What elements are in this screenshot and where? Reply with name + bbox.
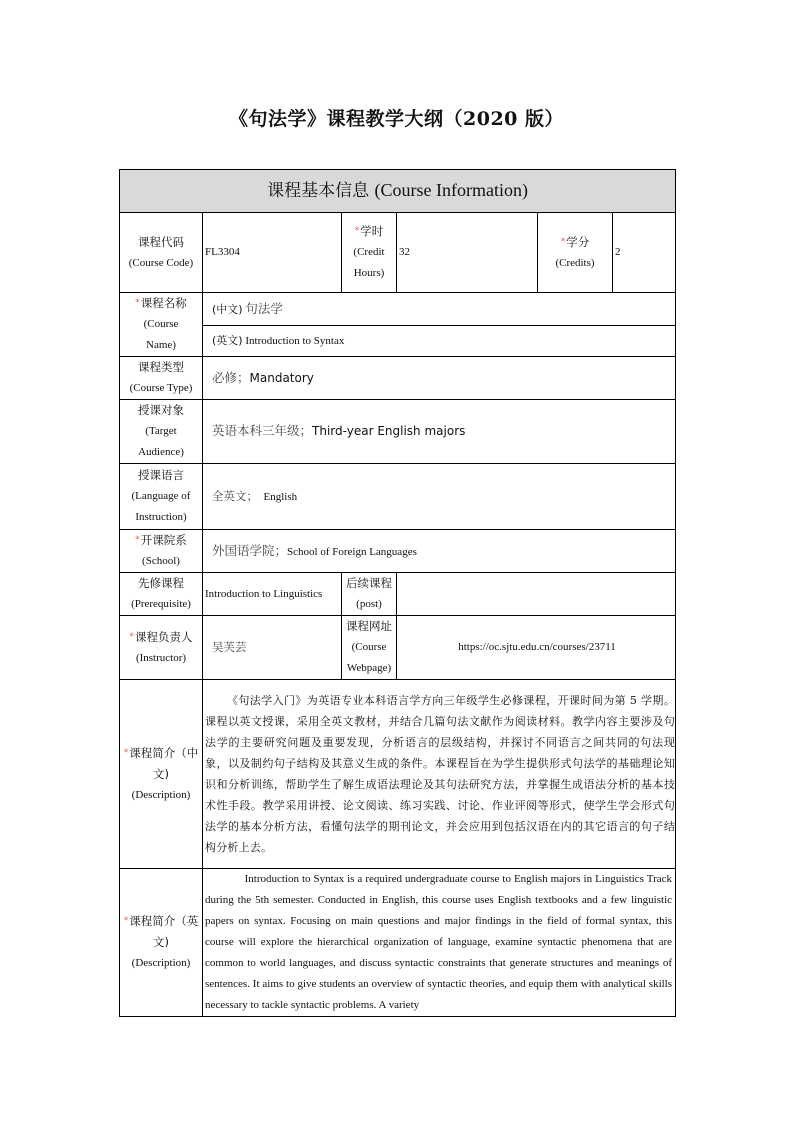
target-audience-value: 英语本科三年级；Third-year English majors bbox=[203, 400, 676, 464]
table-row-description-en bbox=[120, 869, 676, 1017]
header-zh: 课程基本信息 bbox=[267, 181, 370, 201]
credit-hours-value: 32 bbox=[397, 213, 538, 293]
description-en-label: *课程简介（英 文) (Description) bbox=[120, 869, 203, 1017]
post-course-label: 后续课程 (post) bbox=[342, 573, 397, 616]
school-value: 外国语学院；School of Foreign Languages bbox=[203, 530, 676, 573]
document-title: 《句法学》课程教学大纲（2020 版） bbox=[229, 108, 564, 130]
instructor-value: 吴芙芸 bbox=[203, 616, 342, 680]
table-row-school bbox=[120, 530, 676, 573]
target-audience-label: 授课对象 (Target Audience) bbox=[120, 400, 203, 464]
description-zh-label: *课程简介（中 文) (Description) bbox=[120, 680, 203, 869]
table-row-course-name-zh bbox=[120, 293, 676, 326]
course-code-value: FL3304 bbox=[203, 213, 342, 293]
table-header bbox=[120, 170, 676, 213]
course-name-en-value: (英文) Introduction to Syntax bbox=[203, 326, 676, 357]
prerequisite-label: 先修课程 (Prerequisite) bbox=[120, 573, 203, 616]
credits-label: *学分 (Credits) bbox=[538, 213, 613, 293]
table-row-code-hours-credits bbox=[120, 213, 676, 293]
required-star-icon: * bbox=[129, 631, 134, 642]
required-star-icon: * bbox=[123, 747, 129, 758]
course-code-label: 课程代码 (Course Code) bbox=[120, 213, 203, 293]
course-type-value: 必修；Mandatory bbox=[203, 357, 676, 400]
webpage-label: 课程网址 (Course Webpage) bbox=[342, 616, 397, 680]
language-value: 全英文； English bbox=[203, 464, 676, 530]
post-course-value bbox=[397, 573, 676, 616]
school-label: *开课院系 (School) bbox=[120, 530, 203, 573]
header-en: (Course Information) bbox=[374, 180, 528, 200]
table-row-course-type bbox=[120, 357, 676, 400]
table-row-instructor bbox=[120, 616, 676, 680]
required-star-icon: * bbox=[560, 236, 566, 247]
table-row-prerequisite bbox=[120, 573, 676, 616]
credit-hours-label: *学时 (Credit Hours) bbox=[342, 213, 397, 293]
required-star-icon: * bbox=[123, 916, 129, 926]
description-en-text: Introduction to Syntax is a required undergraduate course to English majors in Linguistics Track during the 5th semester. Conducted in English, this course uses English textbooks and a few linguistic papers on syntax. Focusing on main questions and major findings in the field of formal syntax, this course will explore the hierarchical organization of language, examine syntactic phenomena that are common to world languages, and discuss syntactic constraints that generate structures and meanings of sentences. It aims to give students an overview of syntactic theories, and equip them with analytical skills necessary to tackle syntactic problems. A variety bbox=[203, 869, 676, 1017]
language-label: 授课语言 (Language of Instruction) bbox=[120, 464, 203, 530]
prerequisite-value: Introduction to Linguistics bbox=[203, 573, 342, 616]
table-row-target-audience bbox=[120, 400, 676, 464]
table-row-course-name-en bbox=[120, 326, 676, 357]
course-name-zh-value: (中文) 句法学 bbox=[203, 293, 676, 326]
required-star-icon: * bbox=[135, 535, 140, 545]
course-name-label: *课程名称 (Course Name) bbox=[120, 293, 203, 357]
webpage-link[interactable]: https://oc.sjtu.edu.cn/courses/23711 bbox=[397, 616, 676, 680]
table-row-language bbox=[120, 464, 676, 530]
table-row-description-zh bbox=[120, 680, 676, 869]
description-zh-text: 《句法学入门》为英语专业本科语言学方向三年级学生必修课程，开课时间为第 5 学期。课程以英文授课，采用全英文教材，并结合几篇句法文献作为阅读材料。教学内容主要涉及句法学的主要研究问题及重要发现，分析语言的层级结构，并探讨不同语言之间共同的句法现象，以及制约句子结构及其意义生成的条件。本课程旨在为学生提供形式句法学的基础理论知识和分析训练，帮助学生了解生成语法理论及其句法研究方法，并掌握生成语法分析的基本技术性手段。教学采用讲授、论文阅读、练习实践、讨论、作业评阅等形式，使学生学会形式句法学的基本分析方法，看懂句法学的期刊论文，并会应用到包括汉语在内的其它语言的句子结构分析上去。 bbox=[203, 680, 676, 869]
course-type-label: 课程类型 (Course Type) bbox=[120, 357, 203, 400]
instructor-label: *课程负责人 (Instructor) bbox=[120, 616, 203, 680]
required-star-icon: * bbox=[354, 226, 360, 236]
credits-value: 2 bbox=[613, 213, 676, 293]
course-info-table bbox=[119, 169, 676, 1017]
required-star-icon: * bbox=[135, 298, 140, 308]
table-header-row bbox=[120, 170, 676, 213]
